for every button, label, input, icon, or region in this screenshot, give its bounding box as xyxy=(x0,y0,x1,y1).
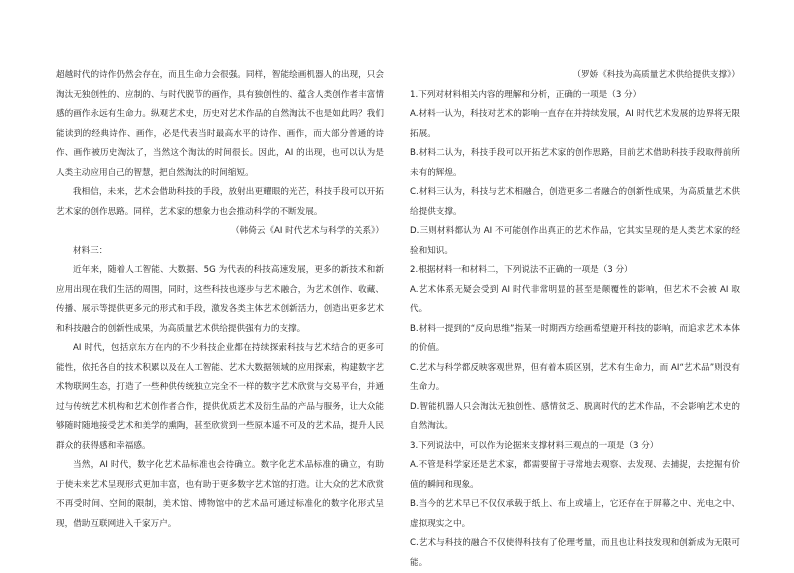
paragraph: AI 时代，包括京东方在内的不少科技企业都在持续探索科技与艺术结合的更多可能性，依托各自的技术积累以及在人工智能、艺术大数据领域的应用探索，构建数字艺术物联网生态，打造了一些种供传统独立完全不一样的数字艺术欣赏与交易平台，并通过与传统艺术机构和艺术创作者合作，提供优质艺术及衍生品的产品与服务，让大众能够随时随地接受艺术和美学的熏陶，甚至欣赏到一些原本遥不可及的艺术品，提升人民群众的获得感和幸福感。 xyxy=(56,343,384,451)
answer-option: D.智能机器人只会淘汰无独创性、感情贫乏、脱离时代的艺术作品，不会影响艺术史的自然淘汰。 xyxy=(410,401,740,431)
paragraph: 我相信，未来，艺术会借助科技的手段，放射出更耀眼的光芒，科技手段可以开拓艺术家的创作思路。同样，艺术家的想象力也会推动科学的不断发展。 xyxy=(56,187,384,217)
source-citation: （罗娇《科技为高质量艺术供给提供支撑》） xyxy=(572,70,740,80)
answer-option: C.艺术与科技的融合不仅使得科技有了伦理考量，而且也让科技发现和创新成为无限可能。 xyxy=(410,538,740,568)
answer-option: B.材料二认为，科技手段可以开拓艺术家的创作思路，目前艺术借助科技手段取得前所未有的辉煌。 xyxy=(410,148,740,178)
source-citation: （韩倚云《AI 时代艺术与科学的关系》） xyxy=(231,226,384,236)
answer-option: D.三则材料都认为 AI 不可能创作出真正的艺术作品，它其实呈现的是人类艺术家的经验和知识。 xyxy=(410,226,740,256)
answer-option: B.当今的艺术早已不仅仅承载于纸上、布上或墙上，它还存在于屏幕之中、光电之中、虚拟现实之中。 xyxy=(410,499,740,529)
left-column xyxy=(56,66,384,534)
answer-option: C.艺术与科学都反映客观世界，但有着本质区别，艺术有生命力，而 AI“艺术品”则没有生命力。 xyxy=(410,362,740,392)
question-stem: 1.下列对材料相关内容的理解和分析，正确的一项是（3 分） xyxy=(410,89,642,100)
answer-option: C.材料三认为，科技与艺术相融合，创造更多二者融合的创新性成果，为高质量艺术供给提供支撑。 xyxy=(410,187,740,217)
material-label: 材料三： xyxy=(73,245,108,256)
question-stem: 3.下列说法中，可以作为论据来支撑材料三观点的一项是（3 分） xyxy=(410,440,659,451)
paragraph: 当然，AI 时代，数字化艺术品标准也会待确立。数字化艺术品标准的确立，有助于使未来艺术呈现形式更加丰富，也有助于更多数字艺术馆的打造。让大众的艺术欣赏不再受时间、空间的限制，美术馆、博物馆中的艺术品可通过标准化的数字化形式呈现，借助互联网进入千家万户。 xyxy=(56,460,384,529)
paragraph: 近年来，随着人工智能、大数据、5G 为代表的科技高速发展，更多的新技术和新应用出现在我们生活的周围，同时，这些科技也逐步与艺术融合，为艺术创作、收藏、传播、展示等提供更多元的形式和手段，激发各类主体艺术创新活力，创造出更多艺术和科技融合的创新性成果，为高质量艺术供给提供强有力的支撑。 xyxy=(56,265,384,334)
answer-option: A.材料一认为，科技对艺术的影响一直存在并持续发展，AI 时代艺术发展的边界将无限拓展。 xyxy=(410,109,740,139)
paragraph: 超越时代的诗作仍然会存在，而且生命力会很强。同样，智能绘画机器人的出现，只会淘汰无独创性的、应制的、与时代脱节的画作，具有独创性的、蕴含人类创作者丰富情感的画作永远有生命力。纵观艺术史，历史对艺术作品的自然淘汰不也是如此吗？我们能读到的经典诗作、画作，必是代表当时最高水平的诗作、画作，而大部分普通的诗作、画作被历史淘汰了，当然这个淘汰的时间很长。因此，AI 的出现，也可以认为是人类主动应用自己的智慧，把自然淘汰的时间缩短。 xyxy=(56,70,384,178)
right-column xyxy=(410,66,740,573)
answer-option: A.艺术体系无疑会受到 AI 时代非常明显的甚至是颠覆性的影响，但艺术不会被 AI 取代。 xyxy=(410,284,740,314)
answer-option: A.不管是科学家还是艺术家，都需要留于寻常地去观察、去发现、去捕捉，去挖掘有价值的瞬间和现象。 xyxy=(410,460,740,490)
question-stem: 2.根据材料一和材料二，下列说法不正确的一项是（3 分） xyxy=(410,265,633,275)
answer-option: B.材料一提到的“反向思维”指某一时期西方绘画希望避开科技的影响，而追求艺术本体的价值。 xyxy=(410,323,740,353)
